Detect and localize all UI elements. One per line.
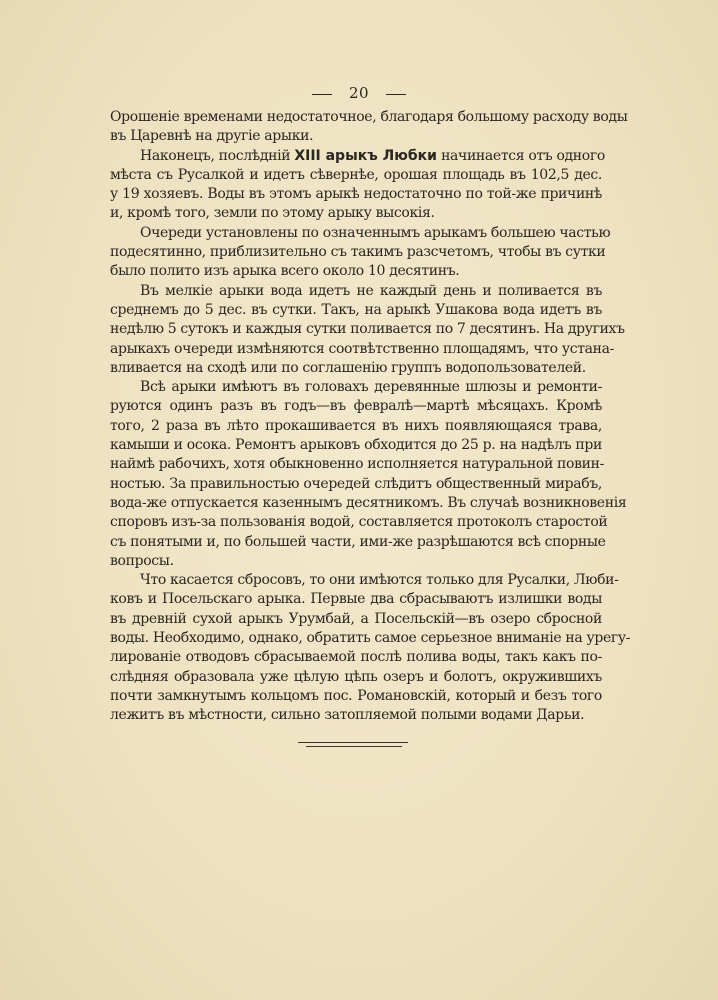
body-text — [110, 108, 631, 726]
text-line: среднемъ до 5 дес. въ сутки. Такъ, на арыкѣ Ушакова вода идетъ въ — [110, 301, 602, 318]
text-line: споровъ изъ-за пользованія водой, составляется протоколъ старостой — [110, 514, 608, 531]
text-line: воды. Необходимо, однако, обратить самое серьезное вниманіе на урегу- — [110, 630, 631, 647]
text-line: подесятинно, приблизительно съ такимъ разсчетомъ, чтобы въ сутки — [110, 244, 606, 261]
text-line: вопросы. — [110, 552, 174, 569]
section-heading-inline: XIII арыкъ Любки — [294, 147, 437, 164]
page-number — [0, 84, 718, 102]
text-line: вода-же отпускается казеннымъ десятникомъ. Въ случаѣ возникновенія — [110, 494, 627, 511]
text-line: мѣста съ Русалкой и идетъ сѣвернѣе, орошая площадь въ 102,5 дес. — [110, 166, 602, 183]
text-line: въ древній сухой арыкъ Урумбай, а Посельскій—въ озеро сбросной — [110, 610, 602, 627]
text-line: Въ мелкіе арыки вода идетъ не каждый день и поливается въ — [140, 282, 602, 299]
text-line: Что касается сбросовъ, то они имѣются только для Русалки, Люби- — [140, 572, 619, 589]
text-line: недѣлю 5 сутокъ и каждыя сутки поливается по 7 десятинъ. На другихъ — [110, 321, 625, 338]
text-line: того, 2 раза въ лѣто прокашивается въ нихъ появляющаяся трава, — [110, 417, 602, 434]
page-number-left-dash — [312, 94, 332, 95]
text-line: руются одинъ разъ въ годъ—въ февралѣ—мартѣ мѣсяцахъ. Кромѣ — [110, 398, 602, 415]
text-line: лированіе отводовъ сбрасываемой послѣ полива воды, такъ какъ по- — [110, 649, 602, 666]
text-line: и, кромѣ того, земли по этому арыку высокія. — [110, 205, 435, 222]
text-line: лежитъ въ мѣстности, сильно затопляемой полыми водами Дарьи. — [110, 707, 585, 724]
text-line: Очереди установлены по означеннымъ арыкамъ большею частью — [140, 224, 611, 241]
text-line — [110, 147, 605, 166]
text-run: начинается отъ одного — [436, 147, 605, 164]
text-line: вливается на сходѣ или по соглашенію группъ водопользователей. — [110, 359, 586, 376]
text-line: было полито изъ арыка всего около 10 десятинъ. — [110, 263, 460, 280]
text-run: Наконецъ, послѣдній — [140, 147, 295, 164]
text-line: съ понятыми и, по большей части, ими-же разрѣшаются всѣ спорные — [110, 533, 606, 550]
text-line: слѣдняя образовала уже цѣлую цѣпь озеръ и болотъ, окружившихъ — [110, 668, 602, 685]
text-line: камыши и осока. Ремонтъ арыковъ обходится до 25 р. на надѣлъ при — [110, 437, 602, 454]
text-line: Всѣ арыки имѣютъ въ головахъ деревянные шлюзы и ремонти- — [140, 379, 602, 396]
text-line: ностью. За правильностью очередей слѣдитъ общественный мирабъ, — [110, 475, 602, 492]
text-line: Орошеніе временами недостаточное, благодаря большому расходу воды — [110, 109, 628, 125]
text-line: наймѣ рабочихъ, хотя обыкновенно исполняется натуральной повин- — [110, 456, 604, 473]
text-line: ковъ и Посельскаго арыка. Первые два сбрасываютъ излишки воды — [110, 591, 602, 608]
closing-rule — [298, 742, 408, 743]
closing-rule-secondary — [306, 746, 402, 747]
text-line: почти замкнутымъ кольцомъ пос. Романовскій, который и безъ того — [110, 687, 602, 704]
page-number-right-dash — [386, 94, 406, 95]
text-line: въ Царевнѣ на другіе арыки. — [110, 128, 314, 145]
text-line: арыкахъ очереди измѣняются соотвѣтственно площадямъ, что устана- — [110, 340, 614, 357]
page-number-text: 20 — [348, 84, 370, 102]
text-line: у 19 хозяевъ. Воды въ этомъ арыкѣ недостаточно по той-же причинѣ — [110, 186, 602, 203]
